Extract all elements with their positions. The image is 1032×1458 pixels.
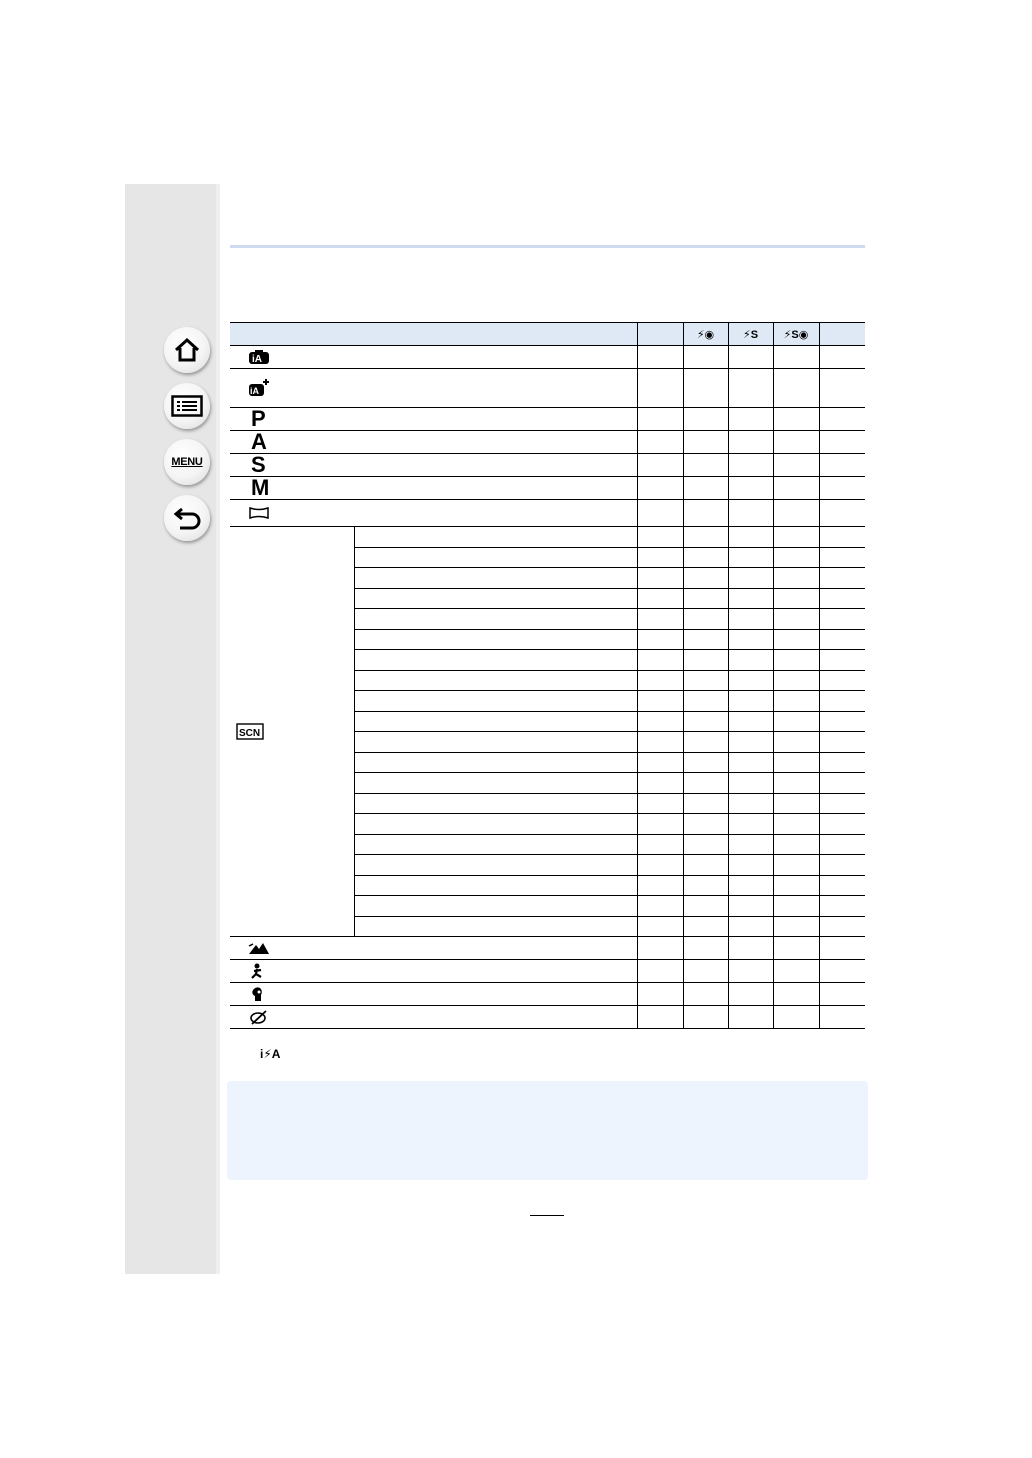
mode-cell [230, 346, 637, 369]
scene-sub-cell [354, 773, 637, 794]
page-number-underline [530, 1215, 564, 1216]
contents-button[interactable] [164, 383, 210, 429]
table-row [230, 454, 865, 477]
home-button[interactable] [164, 327, 210, 373]
scene-sub-cell [354, 650, 637, 671]
mode-p-label: P [251, 406, 266, 431]
mode-cell [230, 983, 637, 1006]
mode-a-label: A [251, 429, 267, 454]
header-cell-auto [637, 323, 683, 346]
list-icon [171, 395, 203, 417]
mode-cell [230, 369, 637, 408]
flash-auto-footnote-symbol: i⚡A [260, 1047, 281, 1061]
scene-sub-cell [354, 711, 637, 732]
header-cell-forced-off [819, 323, 865, 346]
scene-sub-cell [354, 916, 637, 937]
intelligent-auto-icon [248, 349, 270, 365]
table-row [230, 960, 865, 983]
menu-button[interactable] [164, 439, 210, 485]
scene-sub-cell [354, 896, 637, 917]
svg-text:SCN: SCN [239, 727, 261, 739]
sidebar-edge [216, 184, 220, 1274]
table-row [230, 937, 865, 960]
table-row [230, 477, 865, 500]
scene-sub-cell [354, 547, 637, 568]
scene-sub-cell [354, 670, 637, 691]
scene-sub-cell [354, 732, 637, 753]
portrait-icon [248, 986, 270, 1002]
scene-sub-cell [354, 527, 637, 548]
scene-sub-cell [354, 834, 637, 855]
home-icon [172, 336, 202, 364]
landscape-icon [248, 941, 270, 955]
scene-mode-cell [230, 527, 354, 937]
header-cell-slow-sync: ⚡S [728, 323, 773, 346]
mode-m-label: M [251, 475, 270, 500]
creative-control-icon [248, 1009, 270, 1025]
scene-sub-cell [354, 814, 637, 835]
mode-cell [230, 960, 637, 983]
scene-sub-cell [354, 691, 637, 712]
header-cell-flash-redeye: ⚡◉ [683, 323, 728, 346]
table-row [230, 346, 865, 369]
menu-label: MENU [171, 456, 203, 468]
svg-text:iA: iA [252, 354, 262, 365]
table-row [230, 500, 865, 527]
table-row [230, 1006, 865, 1029]
svg-text:iA: iA [250, 386, 259, 396]
table-row [230, 408, 865, 431]
scene-sub-cell [354, 855, 637, 876]
mode-cell [230, 937, 637, 960]
scene-sub-cell [354, 793, 637, 814]
scene-sub-cell [354, 629, 637, 650]
note-box [227, 1081, 868, 1180]
mode-s-label: S [251, 452, 266, 477]
scene-sub-cell [354, 588, 637, 609]
back-arrow-icon [172, 505, 202, 531]
scene-sub-row [230, 527, 865, 548]
scene-sub-cell [354, 568, 637, 589]
header-rule [230, 245, 865, 248]
scene-sub-cell [354, 875, 637, 896]
child-icon [248, 963, 270, 979]
back-button[interactable] [164, 495, 210, 541]
scene-sub-cell [354, 752, 637, 773]
header-cell-mode [230, 323, 637, 346]
intelligent-auto-plus-icon [248, 379, 270, 397]
mode-cell [230, 1006, 637, 1029]
panorama-icon [248, 506, 270, 520]
flash-mode-table [230, 322, 865, 1029]
table-row [230, 983, 865, 1006]
scene-sub-cell [354, 609, 637, 630]
table-row [230, 431, 865, 454]
scene-mode-icon [236, 723, 264, 741]
table-header-row [230, 323, 865, 346]
header-cell-slow-sync-redeye: ⚡S◉ [773, 323, 819, 346]
table-row [230, 369, 865, 408]
